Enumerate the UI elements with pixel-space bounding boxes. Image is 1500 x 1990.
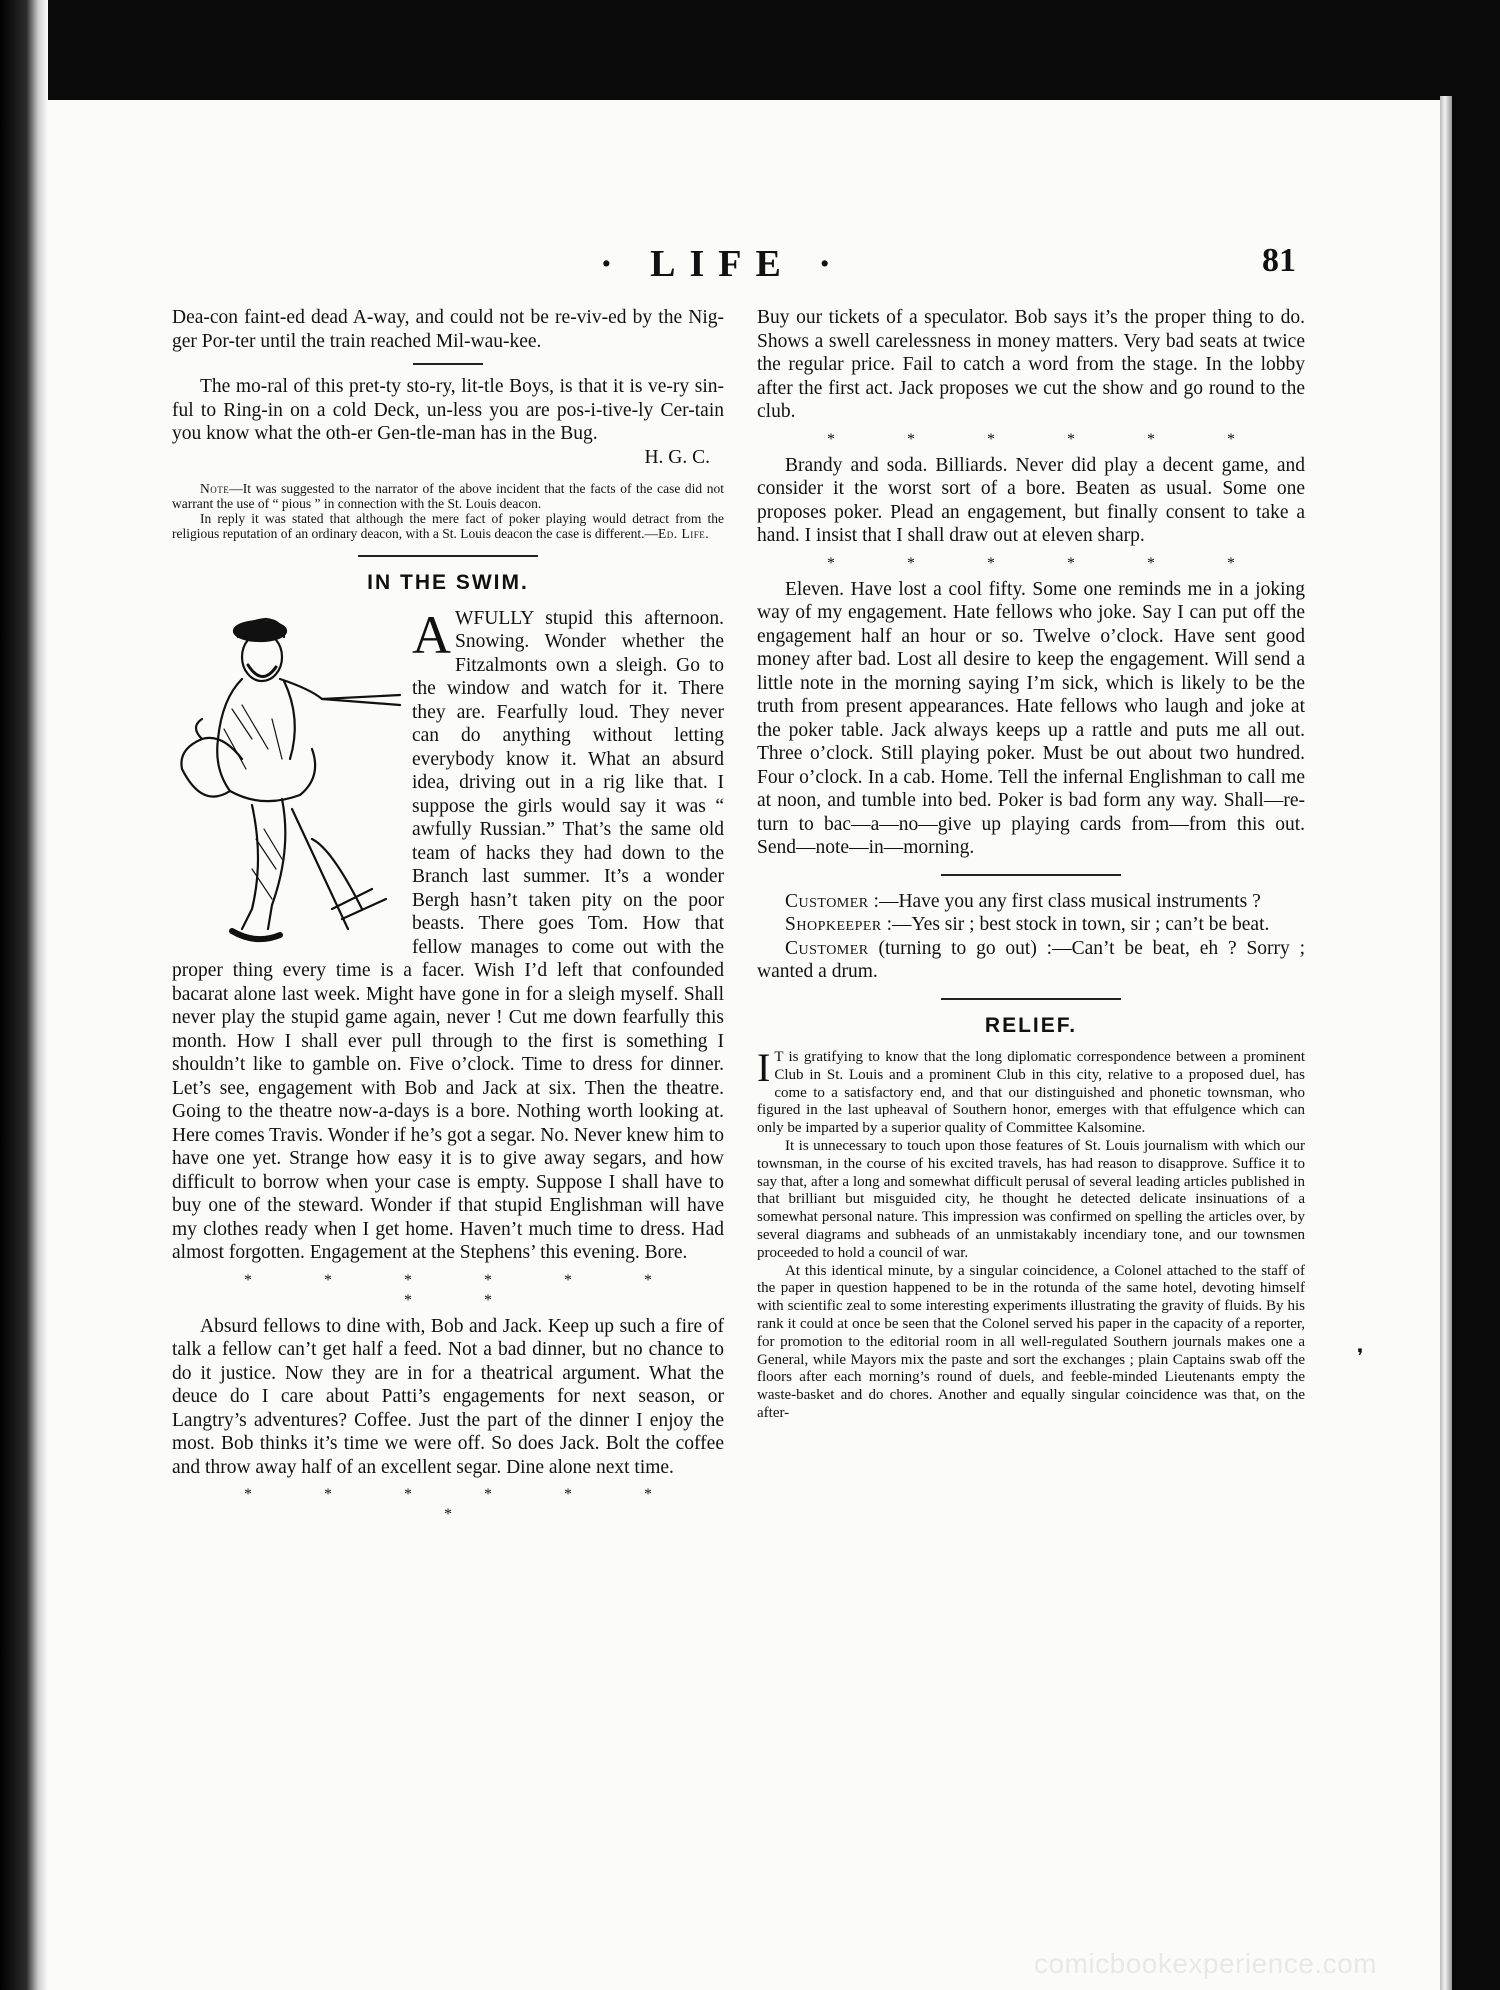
- drop-cap: I: [757, 1045, 771, 1090]
- speaker: Customer: [785, 890, 869, 912]
- swim-paragraph-3: Buy our tickets of a speculator. Bob says it’s the proper thing to do. Shows a swell carelessness in money matters. Very bad seats at twice the regular price. Fail to catch a word from the stage. In the lobby after the first act. Jack proposes we cut the show and go round to the club.: [757, 307, 1305, 422]
- section-divider: [941, 998, 1121, 1000]
- masthead: [0, 242, 1500, 285]
- section-stars: * * * * * * * *: [244, 1271, 686, 1309]
- editor-signature: Ed. Life.: [657, 526, 710, 541]
- moral-paragraph: The mo-ral of this pret-ty sto-ry, lit-tle Boys, is that it is ve-ry sin-ful to Ring-in on a cold Deck, un-less you are pos-i-tive-ly Cer-tain you know what the oth-er Gen-tle-man has in the Bug.: [172, 376, 724, 444]
- section-divider: [941, 874, 1121, 876]
- ink-speck: ❜: [1357, 1346, 1364, 1368]
- section-stars-1: * * * * * *: [827, 430, 1269, 448]
- dialog-text: :—Yes sir ; best stock in town, sir ; can’t be beat.: [886, 914, 1270, 935]
- speaker: Customer: [785, 937, 869, 959]
- relief-paragraph-3: At this identical minute, by a singular coincidence, a Colonel attached to the staff of the paper in question happened to be in the rotunda of the same hotel, devoting himself with scientific zeal to some interesting experiments illustrating the gravity of fluids. By his rank it could at once be seen that the Colonel served his paper in the capacity of a reporter, for promotion to the editorial room in all well-regulated Southern journals makes one a General, while Mayors mix the paste and sort the exchanges ; plain Captains swab off the floors after each morning’s round of duels, and feeble-minded Lieutenants empty the waste-basket and do chores. Another and equally singular coincidence was that, on the after-: [757, 1262, 1305, 1421]
- speaker: Shopkeeper: [785, 914, 882, 935]
- swim-article: [172, 604, 724, 1526]
- swim-paragraph-5: Eleven. Have lost a cool fifty. Some one reminds me in a joking way of my engagement. Hate fellows who joke. Say I can put off the engagement half an hour or so. Twelve o’clock. Have sent good money after bad. Lost all desire to keep the engagement. Will send a little note in the morning saying I’m sick, which is likely to be the truth from present appearances. Hate fellows who laugh and joke at the poker table. Jack always keeps up a rattle and puts me all out. Three o’clock. Still playing poker. Must be out about two hundred. Four o’clock. In a cab. Home. Tell the infernal Englishman to call me at noon, and tumble into bed. Poker is bad form any way. Shall—re-turn to bac—a—no—give up playing cards from—from this out. Send—note—in—morning.: [757, 578, 1305, 858]
- dialog-text: :—Have you any first class musical instruments ?: [873, 890, 1261, 912]
- swim-heading: IN THE SWIM.: [367, 571, 529, 594]
- dialog-line: [757, 890, 1305, 914]
- dialog-text: (turning to go out) :—Can’t be beat, eh ? Sorry ; wanted a drum.: [757, 937, 1306, 982]
- book-spine-shadow: [0, 0, 48, 1990]
- reply-text: In reply it was stated that although the mere fact of poker playing would detract from the religious reputation of an ordinary deacon, with a St. Louis deacon the case is different.—: [172, 511, 724, 541]
- section-stars-end: * * * * * * *: [244, 1486, 686, 1523]
- left-column: [172, 306, 724, 1529]
- story-ending: Dea-con faint-ed dead A-way, and could not be re-viv-ed by the Nig-ger Por-ter until the train reached Mil-wau-kee.: [172, 307, 724, 352]
- drop-cap: A: [412, 604, 451, 665]
- joke-dialog: [757, 890, 1305, 984]
- section-stars-2: * * * * * *: [827, 554, 1269, 572]
- right-column: [757, 306, 1305, 1423]
- dialog-line: [757, 937, 1305, 984]
- smoking-man-illustration: [172, 609, 404, 954]
- magazine-title: · LIFE ·: [600, 243, 846, 285]
- section-divider: [358, 555, 538, 557]
- divider: [413, 363, 483, 365]
- relief-article: [757, 1045, 1305, 1423]
- note-label: Note: [200, 481, 230, 496]
- author-signature: H. G. C.: [644, 446, 710, 468]
- relief-paragraph-2: It is unnecessary to touch upon those features of St. Louis journalism with which our townsman, in the course of his excited travels, has had reason to disapprove. Suffice it to say that, after a long and somewhat difficult perusal of several leading articles published in that brilliant but misguided city, he thought he detected delicate insinuations of a somewhat personal nature. This impression was confirmed on spelling the articles over, by several diagrams and subheads of an unmistakably incendiary tone, and our townsmen proceeded to hold a council of war.: [757, 1137, 1305, 1261]
- swim-paragraph-4: Brandy and soda. Billiards. Never did play a decent game, and consider it the worst sort of a bore. Beaten as usual. Some one proposes poker. Plead an engagement, but finally consent to take a hand. I insist that I shall draw out at eleven sharp.: [757, 454, 1305, 546]
- swim-paragraph-2: Absurd fellows to dine with, Bob and Jack. Keep up such a fire of talk a fellow can’t get half a feed. Not a bad dinner, but no chance to do it justice. Now they are in for a theatrical argument. What the deuce do I care about Patti’s engagements for next season, or Langtry’s adventures? Coffee. Just the part of the dinner I enjoy the most. Bob thinks it’s time we were off. So does Jack. Bolt the coffee and throw away half of an excellent segar. Dine alone next time.: [172, 1315, 724, 1478]
- dialog-line: [757, 913, 1305, 937]
- relief-heading: RELIEF.: [984, 1013, 1078, 1037]
- watermark: comicbookexperience.com: [1034, 1948, 1377, 1979]
- page-number: 81: [1262, 242, 1296, 279]
- note-text: —It was suggested to the narrator of the above incident that the facts of the case did not warrant the use of “ pious ” in connection with the St. Louis deacon.: [172, 481, 724, 511]
- swim-paragraph-1: WFULLY stupid this afternoon. Snowing. Wonder whether the Fitzalmonts own a sleigh. Go to the window and watch for it. There they are. Fearfully loud. They never can do anything without letting everybody know it. What an absurd idea, driving out in a rig like that. I suppose the girls would say it was “ awfully Russian.” That’s the same old team of hacks they had down to the Branch last summer. It’s a wonder Bergh hasn’t taken pity on the poor beasts. There goes Tom. How that fellow manages to come out with the proper thing every time is a facer. Wish I’d left that confounded bacarat alone last week. Might have gone in for a sleigh myself. Shall never play the stupid game again, never ! Cut me down fearfully this month. How I shall ever pull through to the first is something I shouldn’t like to gamble on. Five o’clock. Time to dress for dinner. Let’s see, engagement with Bob and Jack at six. Then the theatre. Going to the theatre now-a-days is a bore. Nothing worth looking at. Here comes Travis. Wonder if he’s got a segar. No. Never knew him to have one yet. Strange how easy it is to give away segars, and how difficult to borrow when your case is empty. Suppose I shall have to buy one of the steward. Wonder if that stupid Englishman will have my clothes ready when I get home. Haven’t much time to dress. Had almost forgotten. Engagement at the Stephens’ this evening. Bore.: [172, 607, 724, 1263]
- editor-note: [172, 481, 724, 541]
- page-edge: [1440, 96, 1452, 1990]
- relief-paragraph-1: T is gratifying to know that the long diplomatic correspondence between a prominent Club in St. Louis and a prominent Club in this city, relative to a proposed duel, has come to a satisfactory end, and that our distinguished and phonetic townsman, who figured in the last upheaval of Southern honor, emerges with that effulgence which can only be imparted by a superior quality of Committee Kalsomine.: [757, 1049, 1305, 1137]
